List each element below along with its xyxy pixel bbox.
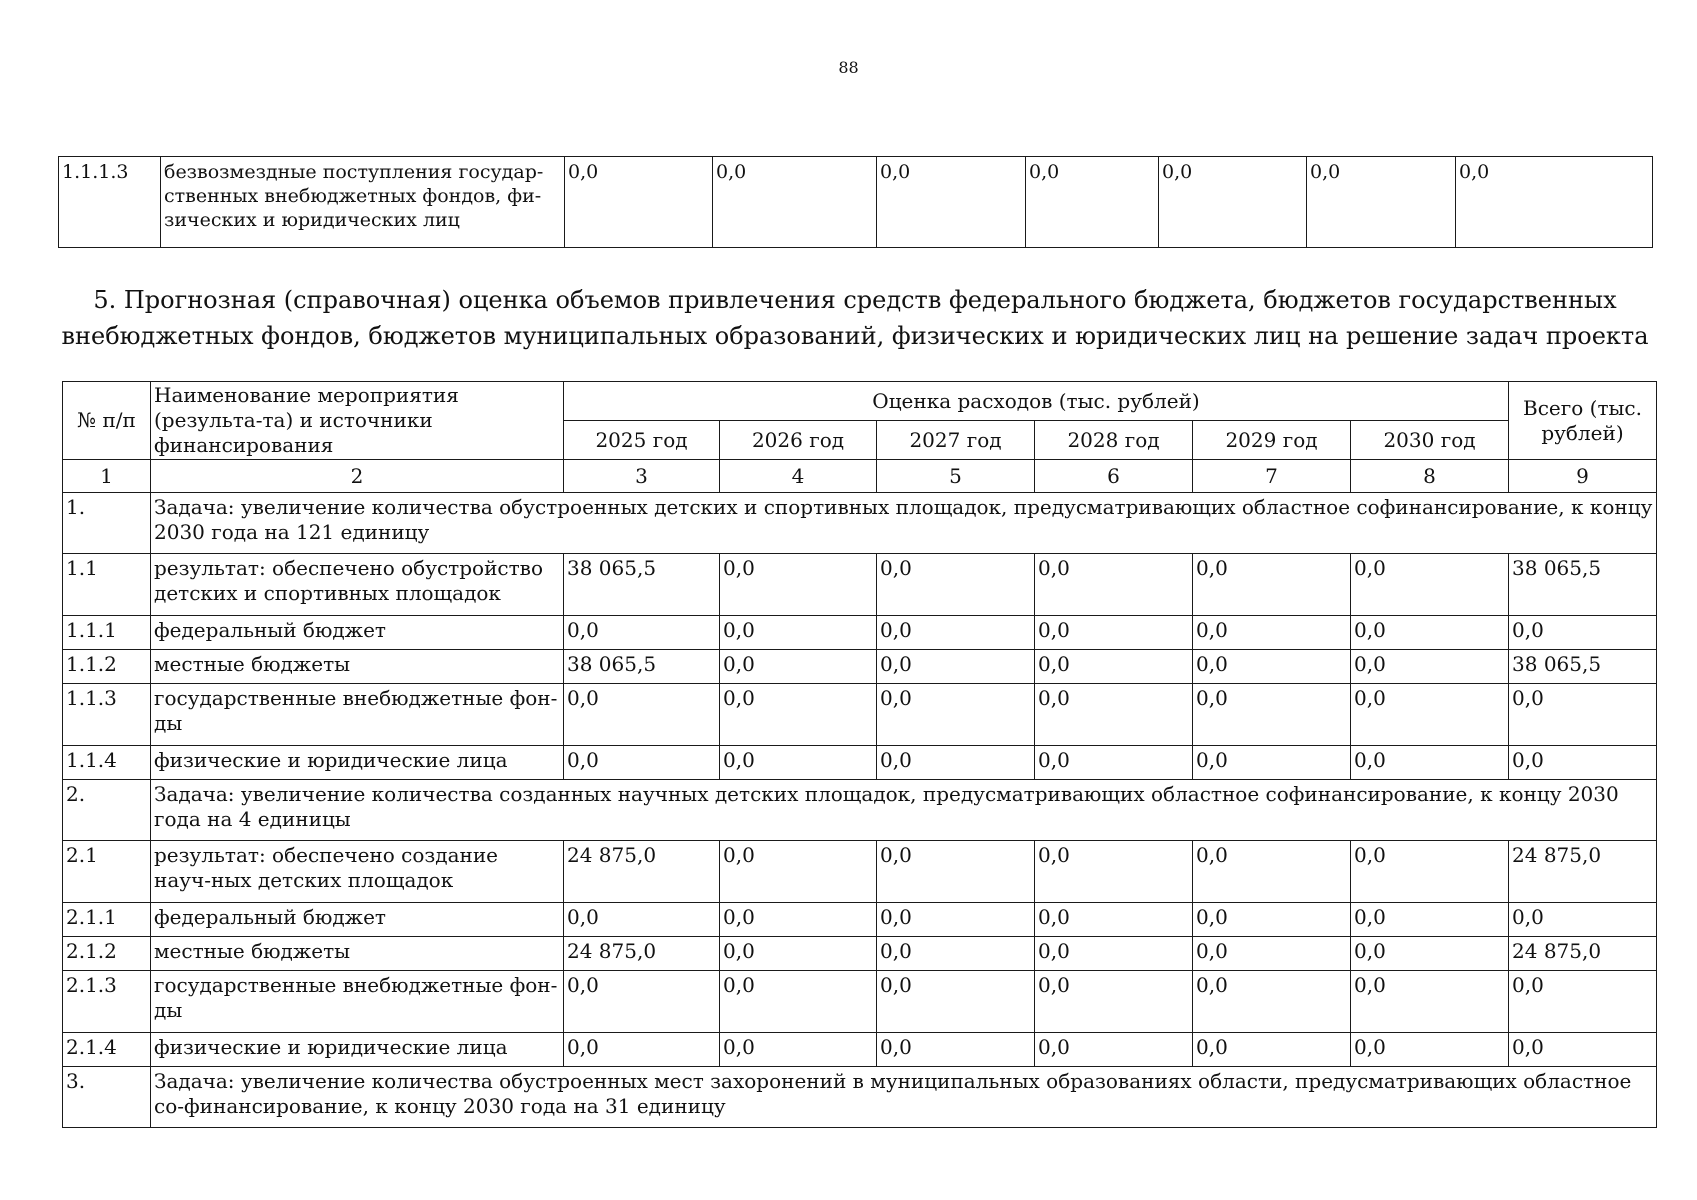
value-cell: 0,0 (877, 157, 1026, 248)
row-code: 2.1.2 (63, 937, 151, 971)
row-code: 1.1 (63, 554, 151, 616)
value-cell: 38 065,5 (564, 554, 720, 616)
value-cell: 0,0 (1351, 841, 1509, 903)
value-cell: 0,0 (1509, 971, 1657, 1033)
value-cell: 0,0 (720, 746, 877, 780)
value-cell: 0,0 (564, 746, 720, 780)
value-cell: 0,0 (1509, 746, 1657, 780)
header-year: 2026 год (720, 421, 877, 460)
funding-table (62, 381, 1657, 1128)
value-cell: 0,0 (1035, 650, 1193, 684)
value-cell: 0,0 (720, 1033, 877, 1067)
value-cell: 0,0 (1193, 684, 1351, 746)
value-cell: 24 875,0 (1509, 937, 1657, 971)
index-cell: 7 (1193, 460, 1351, 493)
value-cell: 0,0 (720, 841, 877, 903)
header-year: 2027 год (877, 421, 1035, 460)
value-cell: 0,0 (1035, 903, 1193, 937)
row-code: 2.1.1 (63, 903, 151, 937)
value-cell: 0,0 (877, 554, 1035, 616)
row-name: государственные внебюджетные фон-ды (151, 971, 564, 1033)
value-cell: 0,0 (720, 650, 877, 684)
header-year: 2030 год (1351, 421, 1509, 460)
value-cell: 0,0 (1351, 554, 1509, 616)
row-name: государственные внебюджетные фон-ды (151, 684, 564, 746)
value-cell: 0,0 (1351, 616, 1509, 650)
value-cell: 38 065,5 (1509, 554, 1657, 616)
value-cell: 0,0 (1035, 971, 1193, 1033)
row-code: 1.1.2 (63, 650, 151, 684)
value-cell: 0,0 (1193, 1033, 1351, 1067)
row-code: 1.1.1.3 (59, 157, 161, 248)
row-code: 2.1 (63, 841, 151, 903)
row-code: 1.1.3 (63, 684, 151, 746)
value-cell: 0,0 (720, 616, 877, 650)
value-cell: 0,0 (1351, 650, 1509, 684)
header-estimate: Оценка расходов (тыс. рублей) (564, 382, 1509, 421)
header-total: Всего (тыс. рублей) (1509, 382, 1657, 460)
value-cell: 0,0 (1509, 616, 1657, 650)
table-row (63, 554, 1657, 616)
row-code: 2.1.4 (63, 1033, 151, 1067)
header-year: 2029 год (1193, 421, 1351, 460)
value-cell: 0,0 (1351, 903, 1509, 937)
value-cell: 0,0 (1193, 650, 1351, 684)
value-cell: 0,0 (564, 684, 720, 746)
value-cell: 0,0 (1456, 157, 1653, 248)
value-cell: 0,0 (720, 554, 877, 616)
value-cell: 0,0 (877, 650, 1035, 684)
row-name: местные бюджеты (151, 650, 564, 684)
row-name: безвозмездные поступления государ-ственных внебюджетных фондов, фи-зических и юридических лиц (161, 157, 565, 248)
value-cell: 0,0 (1193, 746, 1351, 780)
value-cell: 0,0 (1193, 554, 1351, 616)
value-cell: 0,0 (1035, 841, 1193, 903)
value-cell: 0,0 (877, 971, 1035, 1033)
row-code: 1.1.1 (63, 616, 151, 650)
row-name: федеральный бюджет (151, 616, 564, 650)
table-row (63, 684, 1657, 746)
value-cell: 0,0 (1193, 616, 1351, 650)
value-cell: 0,0 (1351, 937, 1509, 971)
task-row (63, 780, 1657, 841)
value-cell: 0,0 (565, 157, 713, 248)
continuation-row (59, 157, 1653, 248)
value-cell: 0,0 (720, 971, 877, 1033)
index-cell: 5 (877, 460, 1035, 493)
index-cell: 4 (720, 460, 877, 493)
index-cell: 6 (1035, 460, 1193, 493)
value-cell: 0,0 (1307, 157, 1456, 248)
value-cell: 0,0 (1509, 1033, 1657, 1067)
value-cell: 0,0 (564, 903, 720, 937)
value-cell: 0,0 (1035, 746, 1193, 780)
table-row (63, 1033, 1657, 1067)
value-cell: 0,0 (877, 684, 1035, 746)
index-cell: 3 (564, 460, 720, 493)
row-name: результат: обеспечено обустройство детских и спортивных площадок (151, 554, 564, 616)
task-row (63, 493, 1657, 554)
value-cell: 0,0 (1035, 616, 1193, 650)
task-row (63, 1067, 1657, 1128)
continuation-table (58, 156, 1653, 248)
value-cell: 24 875,0 (1509, 841, 1657, 903)
value-cell: 0,0 (877, 746, 1035, 780)
value-cell: 0,0 (1509, 903, 1657, 937)
value-cell: 0,0 (1035, 554, 1193, 616)
value-cell: 0,0 (713, 157, 877, 248)
row-code: 2. (63, 780, 151, 841)
value-cell: 0,0 (877, 616, 1035, 650)
index-cell: 2 (151, 460, 564, 493)
task-text: Задача: увеличение количества созданных научных детских площадок, предусматривающих областное софинансирование, к концу 2030 года на 4 единицы (151, 780, 1657, 841)
value-cell: 0,0 (1026, 157, 1159, 248)
row-code: 1.1.4 (63, 746, 151, 780)
header-name: Наименование мероприятия (результа-та) и источники финансирования (151, 382, 564, 460)
value-cell: 0,0 (1351, 746, 1509, 780)
page-number: 88 (838, 58, 859, 77)
value-cell: 0,0 (1035, 684, 1193, 746)
row-name: результат: обеспечено создание науч-ных детских площадок (151, 841, 564, 903)
table-row (63, 746, 1657, 780)
header-num: № п/п (63, 382, 151, 460)
row-code: 2.1.3 (63, 971, 151, 1033)
table-row (63, 841, 1657, 903)
value-cell: 0,0 (1351, 1033, 1509, 1067)
value-cell: 24 875,0 (564, 937, 720, 971)
section-title: 5. Прогнозная (справочная) оценка объемов привлечения средств федерального бюджета, бюджетов государственных внебюджетных фондов, бюджетов муниципальных образований, физических и юридических лиц на решение задач проекта (61, 286, 1649, 350)
row-name: физические и юридические лица (151, 1033, 564, 1067)
index-cell: 9 (1509, 460, 1657, 493)
value-cell: 0,0 (1193, 937, 1351, 971)
value-cell: 0,0 (564, 971, 720, 1033)
value-cell: 38 065,5 (1509, 650, 1657, 684)
value-cell: 0,0 (1351, 971, 1509, 1033)
value-cell: 0,0 (877, 937, 1035, 971)
value-cell: 0,0 (1193, 971, 1351, 1033)
value-cell: 0,0 (1509, 684, 1657, 746)
header-year: 2025 год (564, 421, 720, 460)
value-cell: 0,0 (877, 841, 1035, 903)
header-year: 2028 год (1035, 421, 1193, 460)
row-name: федеральный бюджет (151, 903, 564, 937)
value-cell: 0,0 (1351, 684, 1509, 746)
row-code: 1. (63, 493, 151, 554)
task-text: Задача: увеличение количества обустроенных мест захоронений в муниципальных образованиях области, предусматривающих областное со-финансирование, к концу 2030 года на 31 единицу (151, 1067, 1657, 1128)
value-cell: 0,0 (1193, 903, 1351, 937)
task-text: Задача: увеличение количества обустроенных детских и спортивных площадок, предусматривающих областное софинансирование, к концу 2030 года на 121 единицу (151, 493, 1657, 554)
row-code: 3. (63, 1067, 151, 1128)
value-cell: 0,0 (564, 1033, 720, 1067)
table-row (63, 616, 1657, 650)
table-row (63, 971, 1657, 1033)
value-cell: 0,0 (720, 937, 877, 971)
row-name: местные бюджеты (151, 937, 564, 971)
table-row (63, 903, 1657, 937)
table-row (63, 937, 1657, 971)
row-name: физические и юридические лица (151, 746, 564, 780)
value-cell: 24 875,0 (564, 841, 720, 903)
value-cell: 0,0 (1035, 1033, 1193, 1067)
value-cell: 38 065,5 (564, 650, 720, 684)
value-cell: 0,0 (1035, 937, 1193, 971)
index-cell: 1 (63, 460, 151, 493)
value-cell: 0,0 (564, 616, 720, 650)
index-row (63, 460, 1657, 493)
value-cell: 0,0 (877, 1033, 1035, 1067)
index-cell: 8 (1351, 460, 1509, 493)
value-cell: 0,0 (1193, 841, 1351, 903)
value-cell: 0,0 (877, 903, 1035, 937)
value-cell: 0,0 (720, 903, 877, 937)
value-cell: 0,0 (1159, 157, 1307, 248)
value-cell: 0,0 (720, 684, 877, 746)
table-row (63, 650, 1657, 684)
header-row (63, 382, 1657, 421)
